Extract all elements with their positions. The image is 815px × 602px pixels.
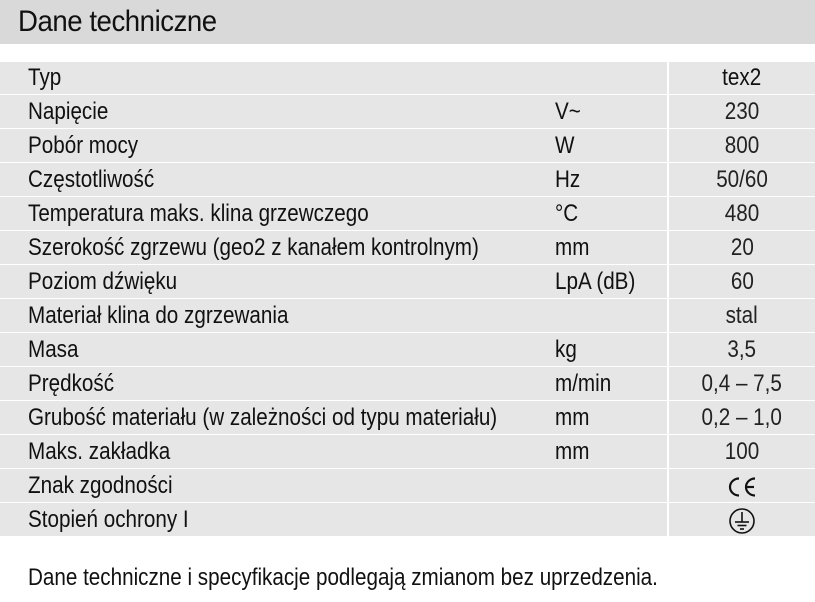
table-row: [0, 129, 815, 163]
spec-value: 0,2 – 1,0: [701, 404, 783, 431]
spec-value: 100: [724, 438, 760, 465]
spec-value: stal: [725, 302, 759, 329]
spec-value-cell: [668, 503, 815, 537]
spec-value-cell: [668, 401, 815, 435]
table-row: [0, 62, 815, 95]
technical-data-table: [0, 62, 815, 537]
spec-value-cell: [668, 435, 815, 469]
spec-label: Grubość materiału (w zależności od typu materiału): [28, 404, 498, 431]
spec-unit-cell: [545, 163, 668, 197]
spec-label-cell: [0, 401, 545, 435]
spec-label: Maks. zakładka: [28, 438, 171, 465]
spec-value: 3,5: [727, 336, 757, 363]
spec-value-cell: [668, 197, 815, 231]
section-header: [0, 0, 815, 44]
table-row: [0, 265, 815, 299]
spec-unit: kg: [555, 336, 577, 363]
protective-earth-icon: [728, 507, 756, 535]
spec-value-cell: [668, 62, 815, 95]
spec-value-cell: [668, 333, 815, 367]
spec-unit: LpA (dB): [555, 268, 636, 295]
spec-label: Znak zgodności: [28, 472, 173, 499]
spec-value: 800: [724, 132, 760, 159]
table-row: [0, 299, 815, 333]
spec-label: Pobór mocy: [28, 132, 139, 159]
spec-unit: V~: [555, 98, 581, 125]
spec-label: Temperatura maks. klina grzewczego: [28, 200, 369, 227]
spec-label: Częstotliwość: [28, 166, 155, 193]
spec-unit-cell: [545, 62, 668, 95]
spec-label: Szerokość zgrzewu (geo2 z kanałem kontrolnym): [28, 234, 479, 261]
ce-mark-icon: [725, 475, 759, 499]
spec-label: Napięcie: [28, 98, 109, 125]
spec-value-cell: [668, 95, 815, 129]
table-row: [0, 95, 815, 129]
table-row: [0, 163, 815, 197]
spec-unit: W: [555, 132, 575, 159]
spec-label-cell: [0, 333, 545, 367]
table-row: [0, 503, 815, 537]
spec-label: Poziom dźwięku: [28, 268, 178, 295]
table-row: [0, 401, 815, 435]
spec-unit-cell: [545, 367, 668, 401]
spec-value: tex2: [722, 64, 762, 91]
spec-label-cell: [0, 95, 545, 129]
spec-unit: mm: [555, 234, 590, 261]
spec-unit-cell: [545, 333, 668, 367]
spec-label-cell: [0, 62, 545, 95]
spec-value-cell: [668, 231, 815, 265]
spec-unit: Hz: [555, 166, 581, 193]
spec-label-cell: [0, 503, 545, 537]
spec-label-cell: [0, 435, 545, 469]
spec-label-cell: [0, 367, 545, 401]
footer-disclaimer: Dane techniczne i specyfikacje podlegają zmianom bez uprzedzenia.: [28, 564, 658, 591]
spec-value: 480: [724, 200, 760, 227]
spec-label-cell: [0, 231, 545, 265]
spec-unit: mm: [555, 404, 590, 431]
spec-value-cell: [668, 265, 815, 299]
spec-value: 20: [730, 234, 754, 261]
table-row: [0, 367, 815, 401]
section-title: Dane techniczne: [18, 5, 217, 38]
spec-value-cell: [668, 129, 815, 163]
spec-value-cell: [668, 299, 815, 333]
spec-unit-cell: [545, 95, 668, 129]
spec-label: Materiał klina do zgrzewania: [28, 302, 289, 329]
spec-value: 50/60: [716, 166, 768, 193]
spec-label-cell: [0, 129, 545, 163]
spec-label-cell: [0, 265, 545, 299]
spec-unit-cell: [545, 197, 668, 231]
spec-label: Masa: [28, 336, 79, 363]
spec-value-cell: [668, 367, 815, 401]
spec-value: 0,4 – 7,5: [701, 370, 783, 397]
spec-label-cell: [0, 163, 545, 197]
spec-unit-cell: [545, 299, 668, 333]
spec-unit-cell: [545, 435, 668, 469]
table-row: [0, 231, 815, 265]
spec-unit-cell: [545, 265, 668, 299]
spec-unit-cell: [545, 503, 668, 537]
spec-unit-cell: [545, 401, 668, 435]
spec-unit: m/min: [555, 370, 612, 397]
spec-unit-cell: [545, 129, 668, 163]
spec-unit: °C: [555, 200, 579, 227]
spec-label-cell: [0, 299, 545, 333]
spec-label: Stopień ochrony I: [28, 506, 189, 533]
table-row: [0, 435, 815, 469]
table-row: [0, 197, 815, 231]
spec-value: 60: [730, 268, 754, 295]
spec-label: Prędkość: [28, 370, 115, 397]
spec-value-cell: [668, 469, 815, 503]
spec-label: Typ: [28, 64, 62, 91]
table-row: [0, 333, 815, 367]
spec-unit-cell: [545, 231, 668, 265]
spec-value-cell: [668, 163, 815, 197]
spec-label-cell: [0, 197, 545, 231]
spec-unit: mm: [555, 438, 590, 465]
spec-label-cell: [0, 469, 545, 503]
table-row: [0, 469, 815, 503]
spec-value: 230: [724, 98, 760, 125]
spec-unit-cell: [545, 469, 668, 503]
